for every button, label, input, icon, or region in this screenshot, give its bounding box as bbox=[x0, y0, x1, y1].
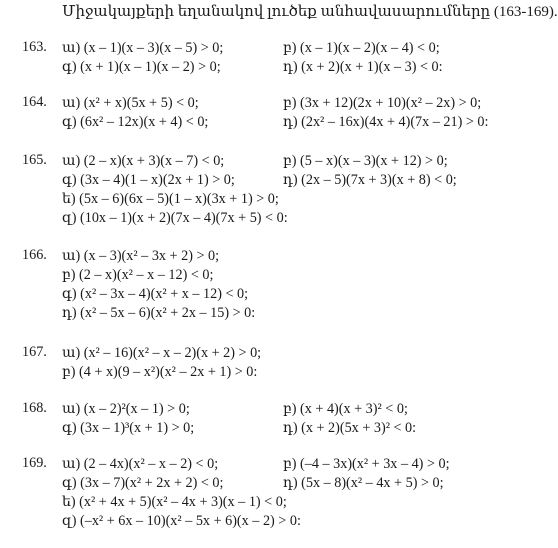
problem-number: 167. bbox=[22, 344, 47, 360]
inequality-item: ա) (2 – x)(x + 3)(x – 7) < 0; bbox=[62, 153, 225, 169]
inequality-item: ա) (x – 2)²(x – 1) > 0; bbox=[62, 401, 190, 417]
inequality-item: ե) (5x – 6)(6x – 5)(1 – x)(3x + 1) > 0; bbox=[62, 191, 279, 207]
inequality-item: ա) (2 – 4x)(x² – x – 2) < 0; bbox=[62, 456, 219, 472]
problem-number: 169. bbox=[22, 455, 47, 471]
problem-number: 164. bbox=[22, 94, 47, 110]
inequality-item: բ) (x + 4)(x + 3)² < 0; bbox=[283, 401, 408, 417]
problem-number: 165. bbox=[22, 152, 47, 168]
inequality-item: գ) (x² – 3x – 4)(x² + x – 12) < 0; bbox=[62, 286, 249, 302]
inequality-item: ա) (x – 3)(x² – 3x + 2) > 0; bbox=[62, 248, 220, 264]
inequality-item: գ) (3x – 1)³(x + 1) > 0; bbox=[62, 420, 195, 436]
inequality-item: բ) (x – 1)(x – 2)(x – 4) < 0; bbox=[283, 40, 440, 56]
inequality-item: ա) (x² + x)(5x + 5) < 0; bbox=[62, 95, 199, 111]
inequality-item: դ) (2x² – 16x)(4x + 4)(7x – 21) > 0: bbox=[283, 114, 489, 130]
inequality-item: զ) (10x – 1)(x + 2)(7x – 4)(7x + 5) < 0: bbox=[62, 210, 288, 226]
inequality-item: գ) (6x² – 12x)(x + 4) < 0; bbox=[62, 114, 209, 130]
inequality-item: դ) (2x – 5)(7x + 3)(x + 8) < 0; bbox=[283, 172, 457, 188]
inequality-item: բ) (3x + 12)(2x + 10)(x² – 2x) > 0; bbox=[283, 95, 482, 111]
inequality-item: դ) (x + 2)(5x + 3)² < 0: bbox=[283, 420, 417, 436]
inequality-item: բ) (5 – x)(x – 3)(x + 12) > 0; bbox=[283, 153, 448, 169]
inequality-item: գ) (3x – 4)(1 – x)(2x + 1) > 0; bbox=[62, 172, 235, 188]
problem-number: 168. bbox=[22, 400, 47, 416]
exercise-heading: Միջակայքերի եղանակով լուծեք անհավասարումները (163-169). bbox=[62, 4, 558, 20]
inequality-item: զ) (–x² + 6x – 10)(x² – 5x + 6)(x – 2) > 0: bbox=[62, 513, 301, 529]
problem-number: 163. bbox=[22, 39, 47, 55]
inequality-item: բ) (4 + x)(9 – x²)(x² – 2x + 1) > 0: bbox=[62, 364, 258, 380]
inequality-item: դ) (5x – 8)(x² – 4x + 5) > 0; bbox=[283, 475, 444, 491]
problem-number: 166. bbox=[22, 247, 47, 263]
inequality-item: բ) (2 – x)(x² – x – 12) < 0; bbox=[62, 267, 214, 283]
inequality-item: բ) (–4 – 3x)(x² + 3x – 4) > 0; bbox=[283, 456, 450, 472]
inequality-item: դ) (x + 2)(x + 1)(x – 3) < 0: bbox=[283, 59, 443, 75]
inequality-item: ա) (x² – 16)(x² – x – 2)(x + 2) > 0; bbox=[62, 345, 262, 361]
inequality-item: գ) (x + 1)(x – 1)(x – 2) > 0; bbox=[62, 59, 221, 75]
inequality-item: ա) (x – 1)(x – 3)(x – 5) > 0; bbox=[62, 40, 224, 56]
inequality-item: գ) (3x – 7)(x² + 2x + 2) < 0; bbox=[62, 475, 224, 491]
inequality-item: ե) (x² + 4x + 5)(x² – 4x + 3)(x – 1) < 0; bbox=[62, 494, 287, 510]
inequality-item: դ) (x² – 5x – 6)(x² + 2x – 15) > 0: bbox=[62, 305, 256, 321]
